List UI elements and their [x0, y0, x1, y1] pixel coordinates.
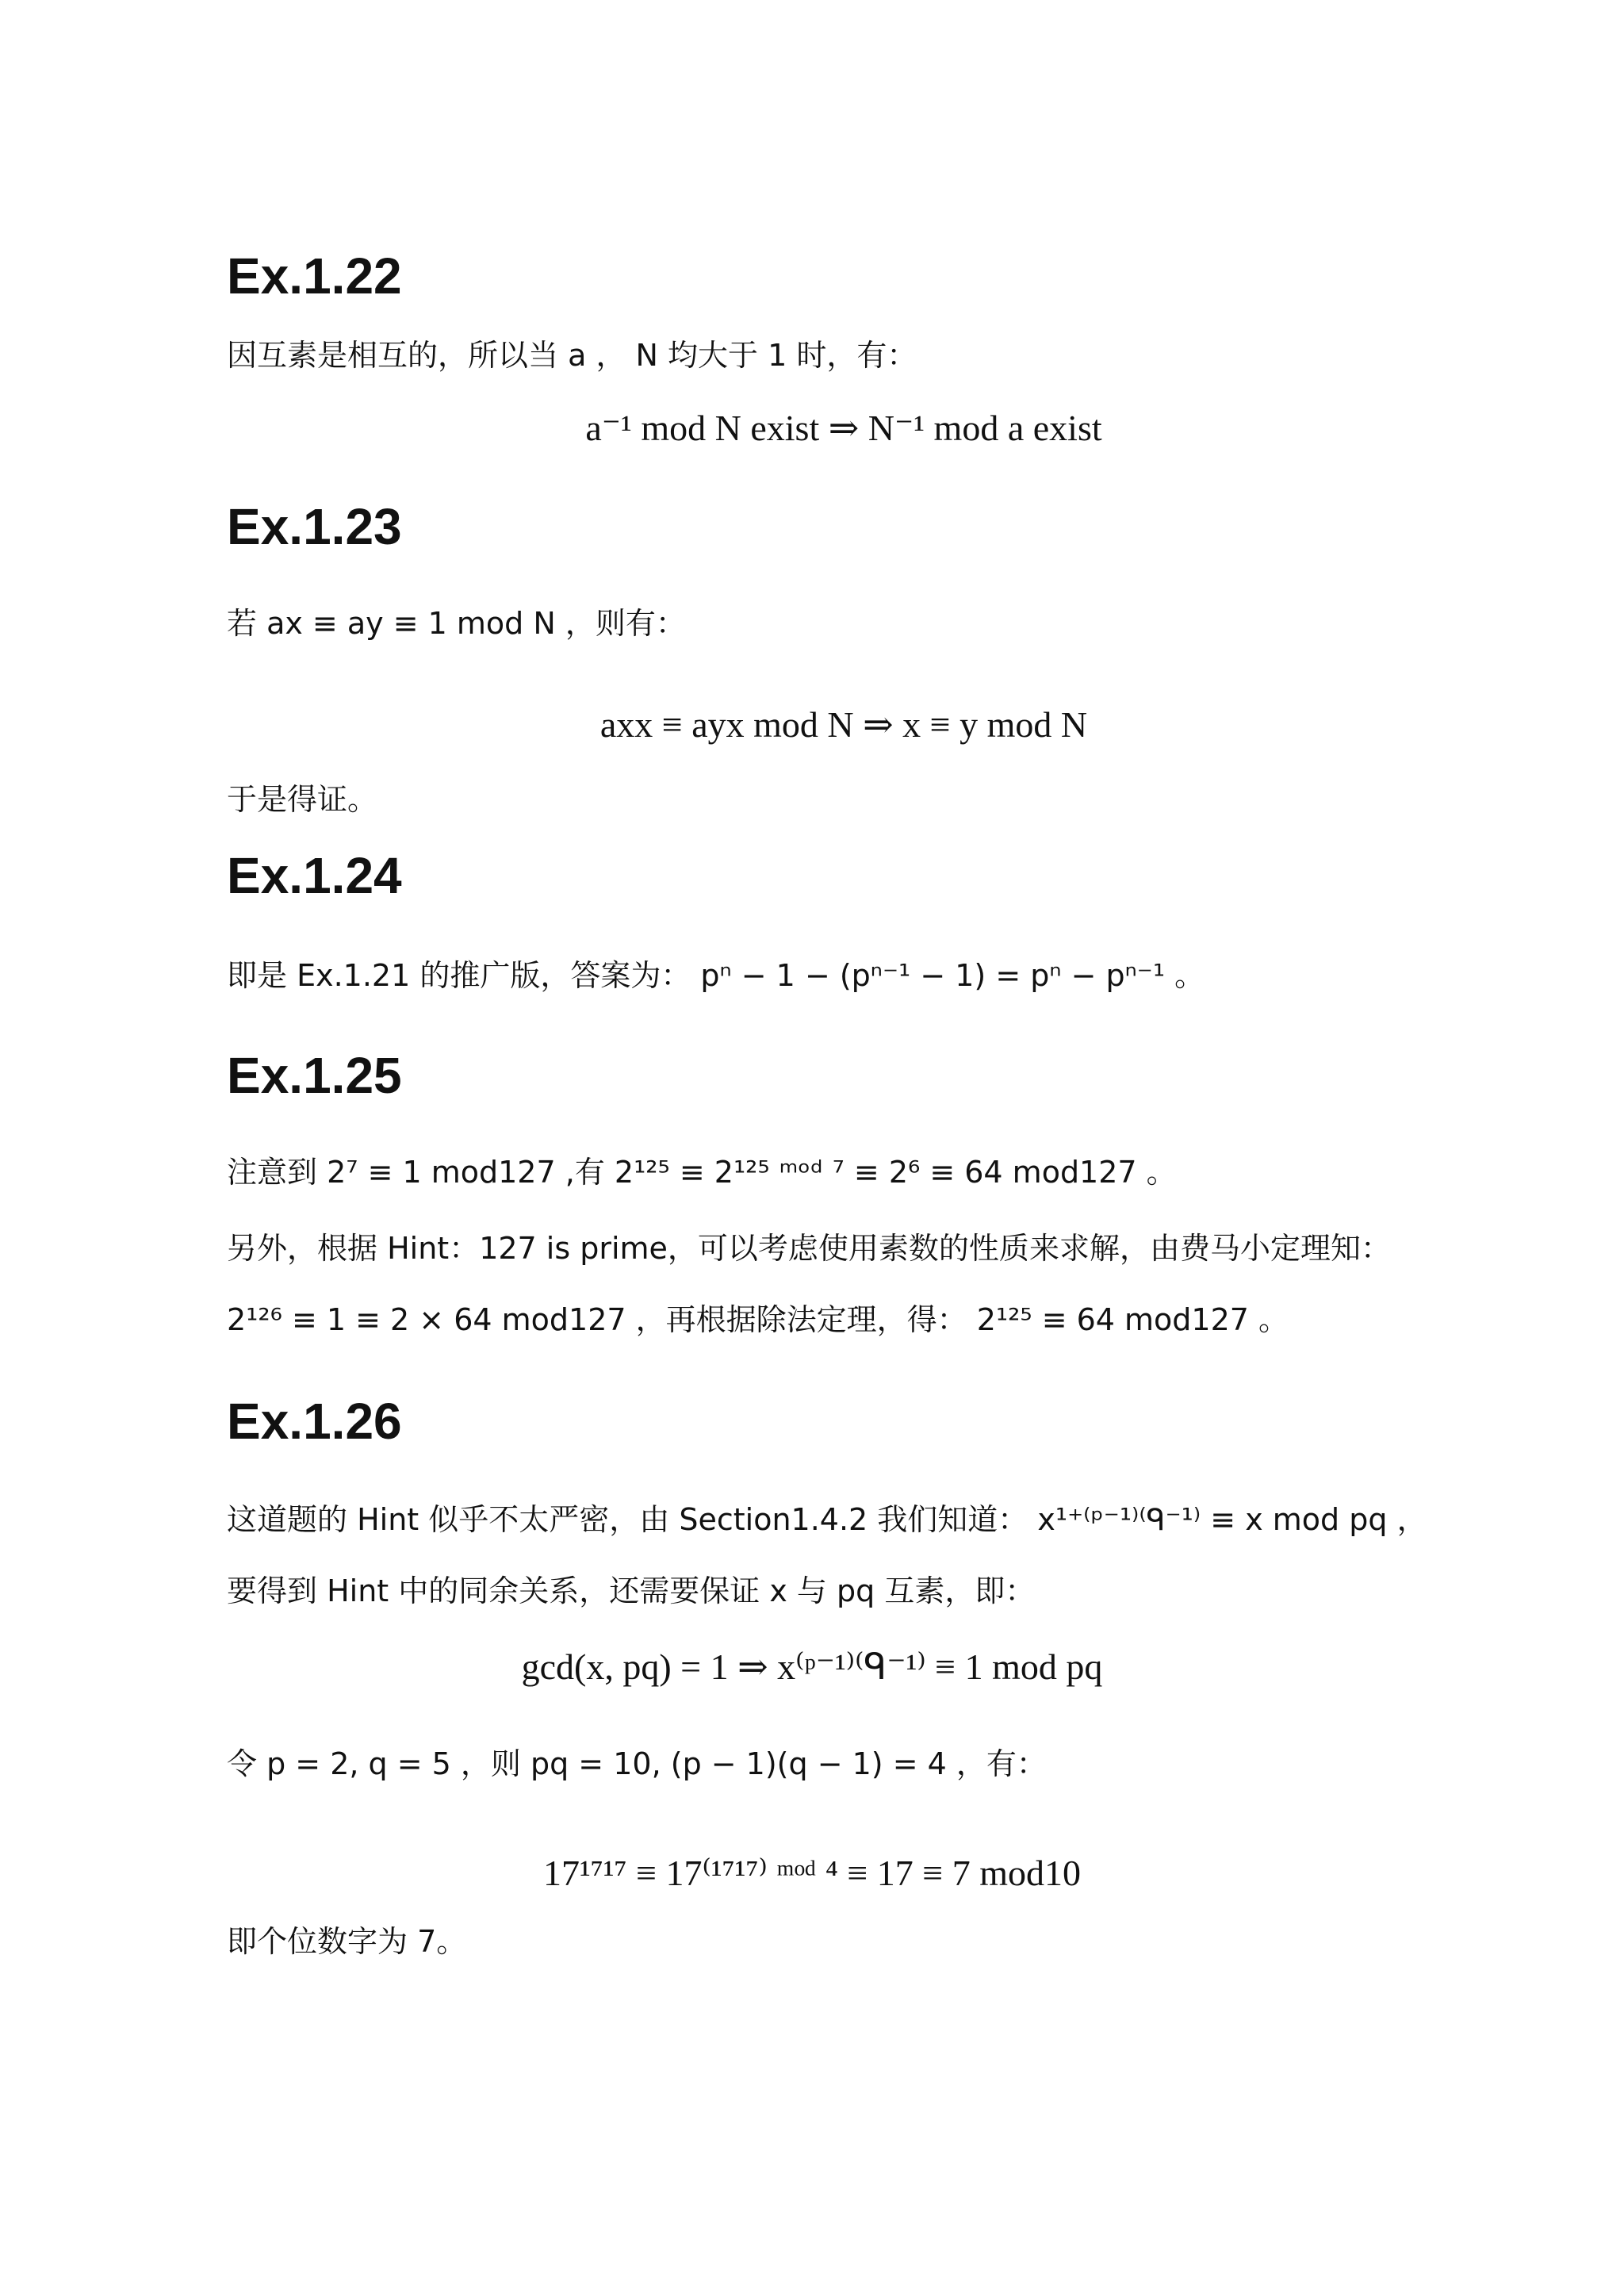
ex-1-23-equation: axx ≡ ayx mod N ⇒ x ≡ y mod N [599, 704, 1088, 745]
ex-1-25-line-1: 注意到 2⁷ ≡ 1 mod127 ,有 2¹²⁵ ≡ 2¹²⁵ ᵐᵒᵈ ⁷ ≡ 2⁶ ≡ 64 mod127 。 [227, 1155, 1177, 1190]
ex-1-26-conclusion: 即个位数字为 7。 [227, 1924, 467, 1959]
heading-ex-1-22: Ex.1.22 [227, 247, 402, 305]
ex-1-26-equation-2: 17¹⁷¹⁷ ≡ 17⁽¹⁷¹⁷⁾ ᵐᵒᵈ ⁴ ≡ 17 ≡ 7 mod10 [542, 1853, 1082, 1893]
ex-1-26-line-1: 这道题的 Hint 似乎不太严密，由 Section1.4.2 我们知道： x¹⁺⁽ᵖ⁻¹⁾⁽ᑫ⁻¹⁾ ≡ x mod pq ， [227, 1502, 1427, 1537]
ex-1-23-text: 若 ax ≡ ay ≡ 1 mod N ，则有： [227, 606, 686, 641]
ex-1-25-line-3: 2¹²⁶ ≡ 1 ≡ 2 × 64 mod127 ，再根据除法定理，得： 2¹²⁵ ≡ 64 mod127 。 [227, 1302, 1289, 1337]
ex-1-25-line-2: 另外，根据 Hint：127 is prime，可以考虑使用素数的性质来求解，由费马小定理知： [227, 1231, 1391, 1266]
heading-ex-1-23: Ex.1.23 [227, 498, 402, 555]
ex-1-24-text: 即是 Ex.1.21 的推广版，答案为： pⁿ − 1 − (pⁿ⁻¹ − 1) = pⁿ − pⁿ⁻¹ 。 [227, 958, 1205, 993]
ex-1-26-line-2: 要得到 Hint 中的同余关系，还需要保证 x 与 pq 互素，即： [227, 1573, 1036, 1608]
heading-ex-1-24: Ex.1.24 [227, 847, 402, 904]
ex-1-23-conclusion: 于是得证。 [227, 782, 378, 817]
ex-1-26-line-3: 令 p = 2, q = 5 ，则 pq = 10, (p − 1)(q − 1) = 4 ，有： [227, 1746, 1047, 1781]
heading-ex-1-26: Ex.1.26 [227, 1393, 402, 1450]
heading-ex-1-25: Ex.1.25 [227, 1047, 402, 1104]
ex-1-22-equation: a⁻¹ mod N exist ⇒ N⁻¹ mod a exist [585, 408, 1102, 448]
ex-1-22-text: 因互素是相互的，所以当 a ， N 均大于 1 时，有： [227, 338, 917, 373]
ex-1-26-equation-1: gcd(x, pq) = 1 ⇒ x⁽ᵖ⁻¹⁾⁽ᑫ⁻¹⁾ ≡ 1 mod pq [521, 1646, 1103, 1687]
